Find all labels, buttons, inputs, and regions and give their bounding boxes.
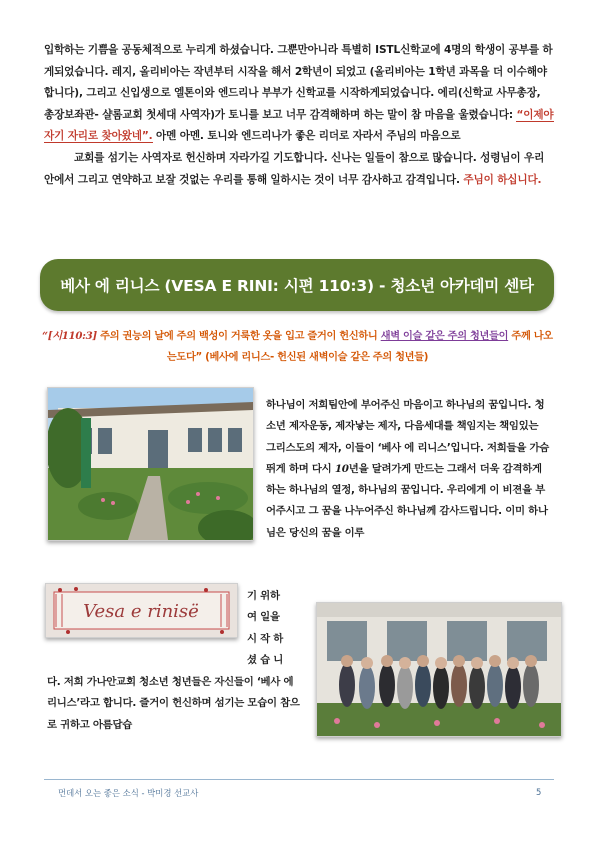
intro-text-part: 아멘 아멘. 토니와 엔드리나가 좋은 리더로 자라서 주님의 마음으로: [152, 130, 461, 143]
body-text-part: 하나님이 저희팀안에 부어주신 마음이고 하나님의 꿈입니다. 청소년 제자운동, 제자낳는 제자, 다음세대를 책임지는 책임있는 그리스도의 제자, 이들이 ‘베사 에 리니스’입니다. 저희들을 가슴뛰게 하며 다시: [266, 399, 550, 475]
narrow-line: 기 위하: [247, 590, 280, 602]
body-text-narrow: [247, 586, 309, 671]
intro-text-part: 입학하는 기쁨을 공동체적으로 누리게 하셨습니다. 그뿐만아니라 특별히 ISTL신학교에 4명의 학생이 공부를 하게되었습니다. 레지, 올리비아는 작년부터 시작을 해서 2학년이 되었고 (올리비아는 1학년 과목을 더 이수해야합니다), 그리고 신입생으로 엘톤이와 엔드리나 부부가 신학교를 시작하게되었습니다. 에리(신학교 사무총장, 총장보좌관- 샬롬교회 첫세대 사역자)가 토니를 보고 너무 감격해하며 하는 말이 참 마음을 울렸습니다:: [44, 44, 553, 121]
verse-highlight: 새벽 이슬 같은 주의 청년들이: [380, 331, 509, 342]
narrow-line: 여 일을: [247, 611, 280, 624]
narrow-line: 시 작 하: [247, 632, 284, 645]
intro-paragraph-1: [44, 40, 554, 148]
intro-text-part: 교회를 섬기는 사역자로 헌신하며 자라가길 기도합니다. 신나는 일들이 참으로 많습니다. 성령님이 우리안에서 그리고 연약하고 보잘 것없는 우리를 통해 일하시는 것이 너무 감사하고 감격입니다.: [44, 151, 545, 186]
page-number: 5: [536, 787, 542, 797]
body-text-bottom: [47, 672, 305, 736]
intro-paragraph-2: [44, 148, 554, 191]
footer-divider: [44, 779, 554, 780]
section-title: 베사 에 리니스 (VESA E RINI: 시편 110:3) - 청소년 아카데미 센타: [60, 277, 534, 295]
sign-text: Vesa e rinisë: [83, 601, 199, 622]
verse-text: 주의 권능의 날에 주의 백성이 거룩한 옷을 입고 즐거이 헌신하니: [96, 331, 381, 342]
footer-title: 먼데서 오는 좋은 소식 - 박미경 선교사: [58, 788, 199, 798]
ten-years: 10: [334, 462, 349, 475]
narrow-line: 셨 습 니: [247, 653, 284, 666]
vesa-sign-photo: [45, 583, 238, 638]
intro-highlight: 주님이 하십니다.: [463, 173, 542, 186]
body-text-part: 다. 저희 가나안교회 청소년 청년들은 자신들이 ‘베사 에 리니스’라고 합니다. 즐거이 헌신하며 섬기는 모습이 참으로 귀하고 아름답습: [47, 676, 300, 731]
intro-quote: “이제야 자기 자리로 찾아왔네”.: [44, 108, 554, 143]
group-photo: [316, 602, 562, 737]
verse-quote: [40, 326, 555, 368]
body-text-right: [266, 395, 550, 544]
section-banner: [40, 259, 554, 311]
body-text-part: 년을 달려가게 만드는 그래서 더욱 감격하게 하는 하나님의 열정, 하나님의 꿈입니다. 우리에게 이 비젼을 부어주시고 그 꿈을 나누어주신 하나님께 감사드립니다. 이미 하나님은 당신의 꿈을 이루: [266, 462, 548, 539]
verse-reference: “[시110:3]: [42, 330, 97, 342]
verse-text-end: 주께 나오는도다” (베사에 리니스- 헌신된 새벽이슬 같은 주의 청년들): [166, 331, 553, 363]
building-photo: [47, 387, 254, 541]
intro-text: [44, 40, 554, 191]
